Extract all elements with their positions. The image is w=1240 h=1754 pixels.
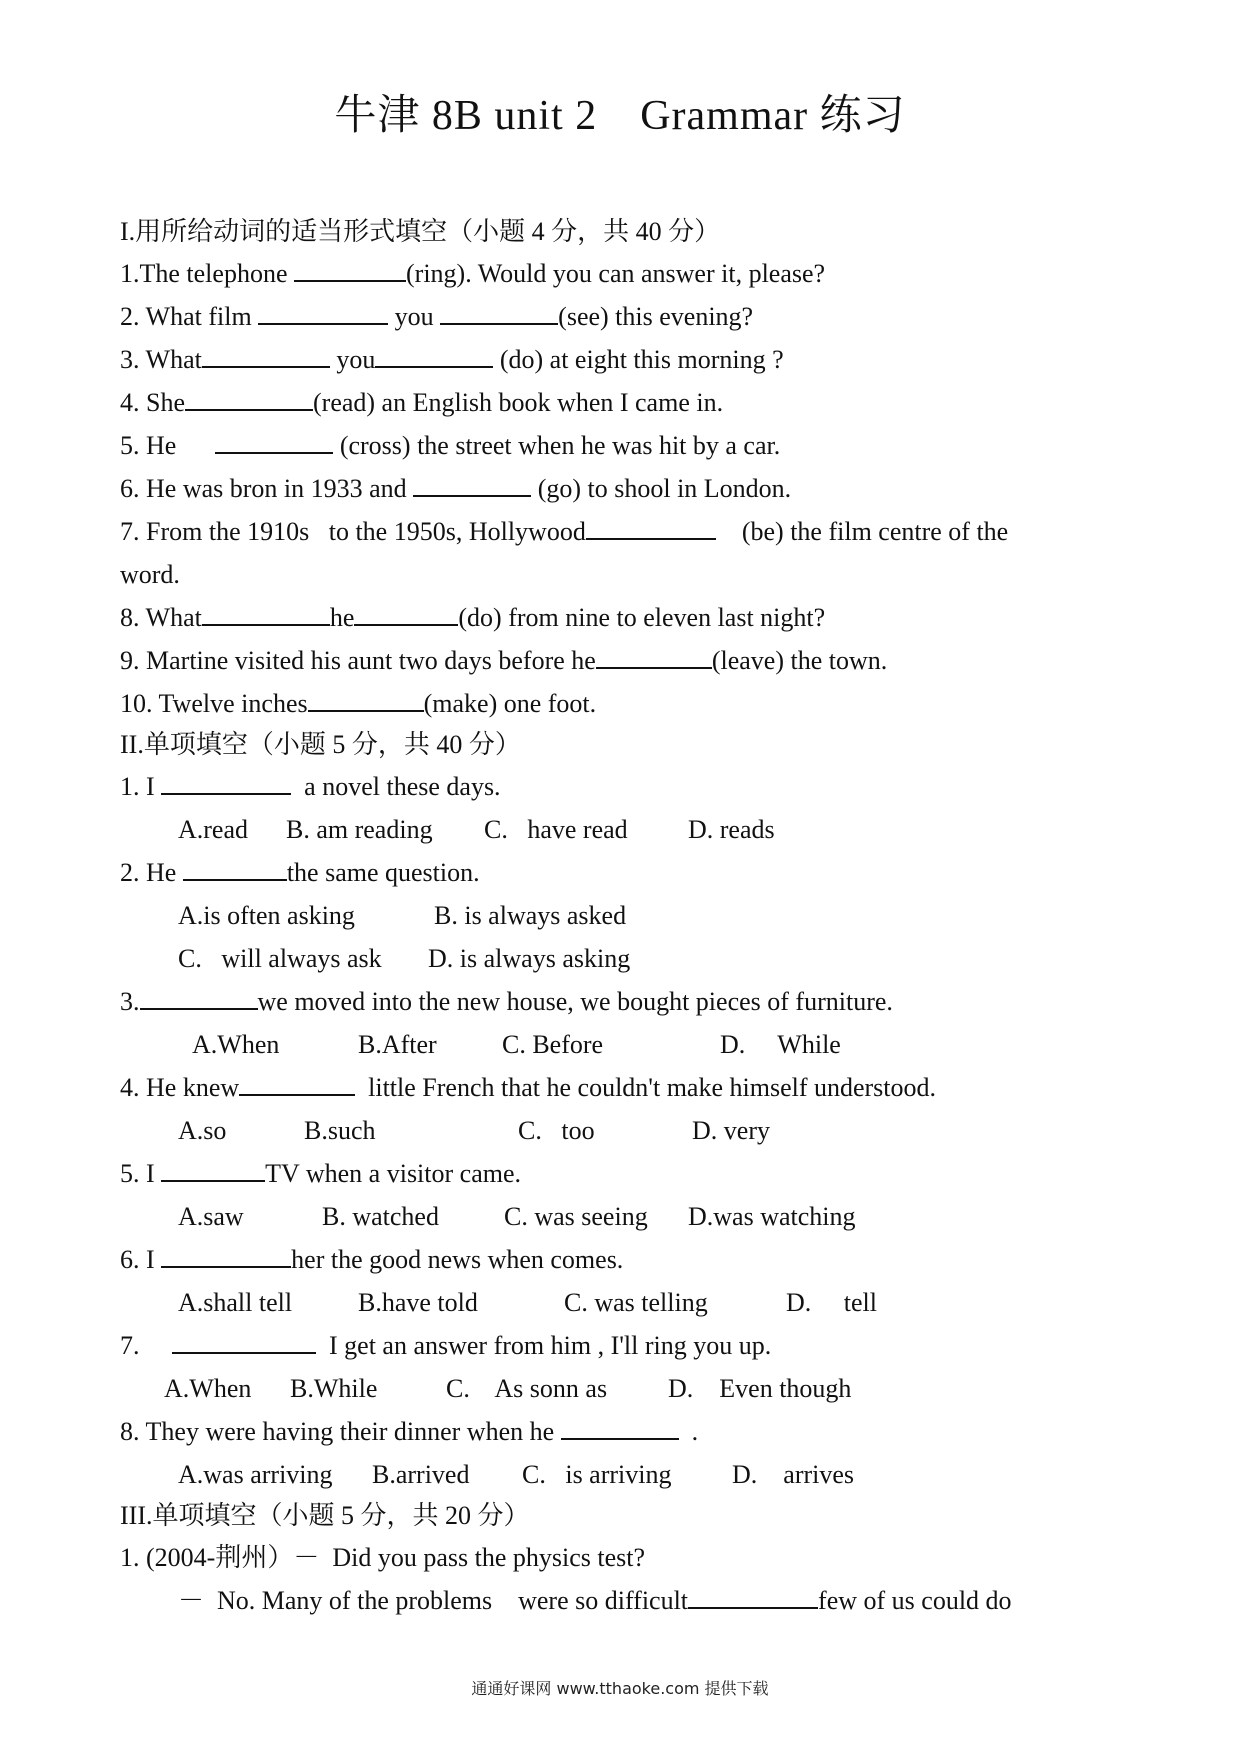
option-d[interactable]: D.was watching [688,1202,856,1231]
section-heading-2: II.单项填空（小题 5 分，共 40 分） [120,730,521,759]
section-heading-3: III.单项填空（小题 5 分，共 20 分） [120,1501,530,1530]
answer-blank[interactable] [172,1326,316,1354]
option-a[interactable]: A.read [178,815,249,844]
option-a[interactable]: A.When [192,1030,280,1059]
answer-blank[interactable] [140,982,258,1010]
option-a[interactable]: A.When [164,1374,252,1403]
s2-q1-stem: 1. I a novel these days. [120,765,1140,808]
s2-q2-options-cd [120,937,1140,980]
s3-q1-stem: 1. (2004-荆州）－ Did you pass the physics test? [120,1543,646,1572]
option-c[interactable]: C. will always ask [178,944,382,973]
s2-q2-options-ab [120,894,1140,937]
option-b[interactable]: B.arrived [372,1460,470,1489]
answer-blank[interactable] [561,1412,679,1440]
answer-blank[interactable] [239,1068,355,1096]
answer-blank[interactable] [308,684,424,712]
answer-blank[interactable] [354,598,458,626]
s1-item-10: 10. Twelve inches (make) one foot. [120,682,1140,725]
s1-item-7-cont: word. [120,560,180,589]
answer-blank[interactable] [440,297,558,325]
answer-blank[interactable] [185,383,313,411]
page-title: 牛津 8B unit 2 Grammar 练习 [334,93,906,139]
answer-blank[interactable] [161,1240,291,1268]
s2-q3-stem: 3. we moved into the new house, we bought pieces of furniture. [120,980,1140,1023]
option-c[interactable]: C. As sonn as [446,1374,608,1403]
option-b[interactable]: B. am reading [286,815,433,844]
option-a[interactable]: A.saw [178,1202,244,1231]
option-c[interactable]: C. is arriving [522,1460,672,1489]
s2-q7-options [120,1367,1140,1410]
answer-blank[interactable] [413,469,531,497]
answer-blank[interactable] [258,297,388,325]
s3-q1-line2: － No. Many of the problems were so difficult few of us could do [120,1579,1140,1622]
option-a[interactable]: A.so [178,1116,227,1145]
s1-item-9: 9. Martine visited his aunt two days before he (leave) the town. [120,639,1140,682]
s1-item-3: 3. What you (do) at eight this morning ? [120,338,1140,381]
option-d[interactable]: D. reads [688,815,775,844]
option-b[interactable]: B.While [290,1374,378,1403]
option-d[interactable]: D. tell [786,1288,877,1317]
s2-q3-options [120,1023,1140,1066]
s2-q2-stem: 2. He the same question. [120,851,1140,894]
s1-item-5: 5. He (cross) the street when he was hit by a car. [120,424,1140,467]
s1-item-4: 4. She (read) an English book when I came in. [120,381,1140,424]
s1-item-2: 2. What film you (see) this evening? [120,295,1140,338]
worksheet-body [120,212,1140,1622]
answer-blank[interactable] [294,254,406,282]
option-c[interactable]: C. too [518,1116,595,1145]
answer-blank[interactable] [161,767,291,795]
option-c[interactable]: C. Before [502,1030,604,1059]
option-d[interactable]: D. very [692,1116,770,1145]
s2-q4-options [120,1109,1140,1152]
option-c[interactable]: C. have read [484,815,628,844]
s1-item-8: 8. What he (do) from nine to eleven last night? [120,596,1140,639]
answer-blank[interactable] [183,853,287,881]
option-a[interactable]: A.is often asking [178,901,355,930]
option-d[interactable]: D. Even though [668,1374,852,1403]
s2-q5-options [120,1195,1140,1238]
answer-blank[interactable] [375,340,493,368]
answer-blank[interactable] [161,1154,265,1182]
option-a[interactable]: A.was arriving [178,1460,333,1489]
page-footer: 通通好课网 www.tthaoke.com 提供下载 [471,1679,769,1698]
option-a[interactable]: A.shall tell [178,1288,293,1317]
option-c[interactable]: C. was seeing [504,1202,648,1231]
option-d[interactable]: D. arrives [732,1460,855,1489]
s2-q8-stem: 8. They were having their dinner when he . [120,1410,1140,1453]
s2-q7-stem: 7. I get an answer from him , I'll ring you up. [120,1324,1140,1367]
option-b[interactable]: B. watched [322,1202,439,1231]
option-b[interactable]: B.have told [358,1288,478,1317]
option-c[interactable]: C. was telling [564,1288,708,1317]
s2-q6-stem: 6. I her the good news when comes. [120,1238,1140,1281]
answer-blank[interactable] [586,512,716,540]
option-b[interactable]: B.After [358,1030,437,1059]
option-d[interactable]: D. is always asking [428,944,631,973]
answer-blank[interactable] [596,641,712,669]
s1-item-7: 7. From the 1910s to the 1950s, Hollywood (be) the film centre of the [120,510,1140,553]
s2-q1-options [120,808,1140,851]
answer-blank[interactable] [202,598,330,626]
answer-blank[interactable] [202,340,330,368]
section-heading-1: I.用所给动词的适当形式填空（小题 4 分，共 40 分） [120,217,721,246]
s2-q8-options [120,1453,1140,1496]
s1-item-1: 1.The telephone (ring). Would you can answer it, please? [120,252,1140,295]
s2-q6-options [120,1281,1140,1324]
s1-item-6: 6. He was bron in 1933 and (go) to shool in London. [120,467,1140,510]
s2-q4-stem: 4. He knew little French that he couldn't make himself understood. [120,1066,1140,1109]
option-b[interactable]: B.such [304,1116,376,1145]
s2-q5-stem: 5. I TV when a visitor came. [120,1152,1140,1195]
answer-blank[interactable] [215,426,333,454]
option-b[interactable]: B. is always asked [434,901,627,930]
option-d[interactable]: D. While [720,1030,841,1059]
answer-blank[interactable] [688,1581,818,1609]
